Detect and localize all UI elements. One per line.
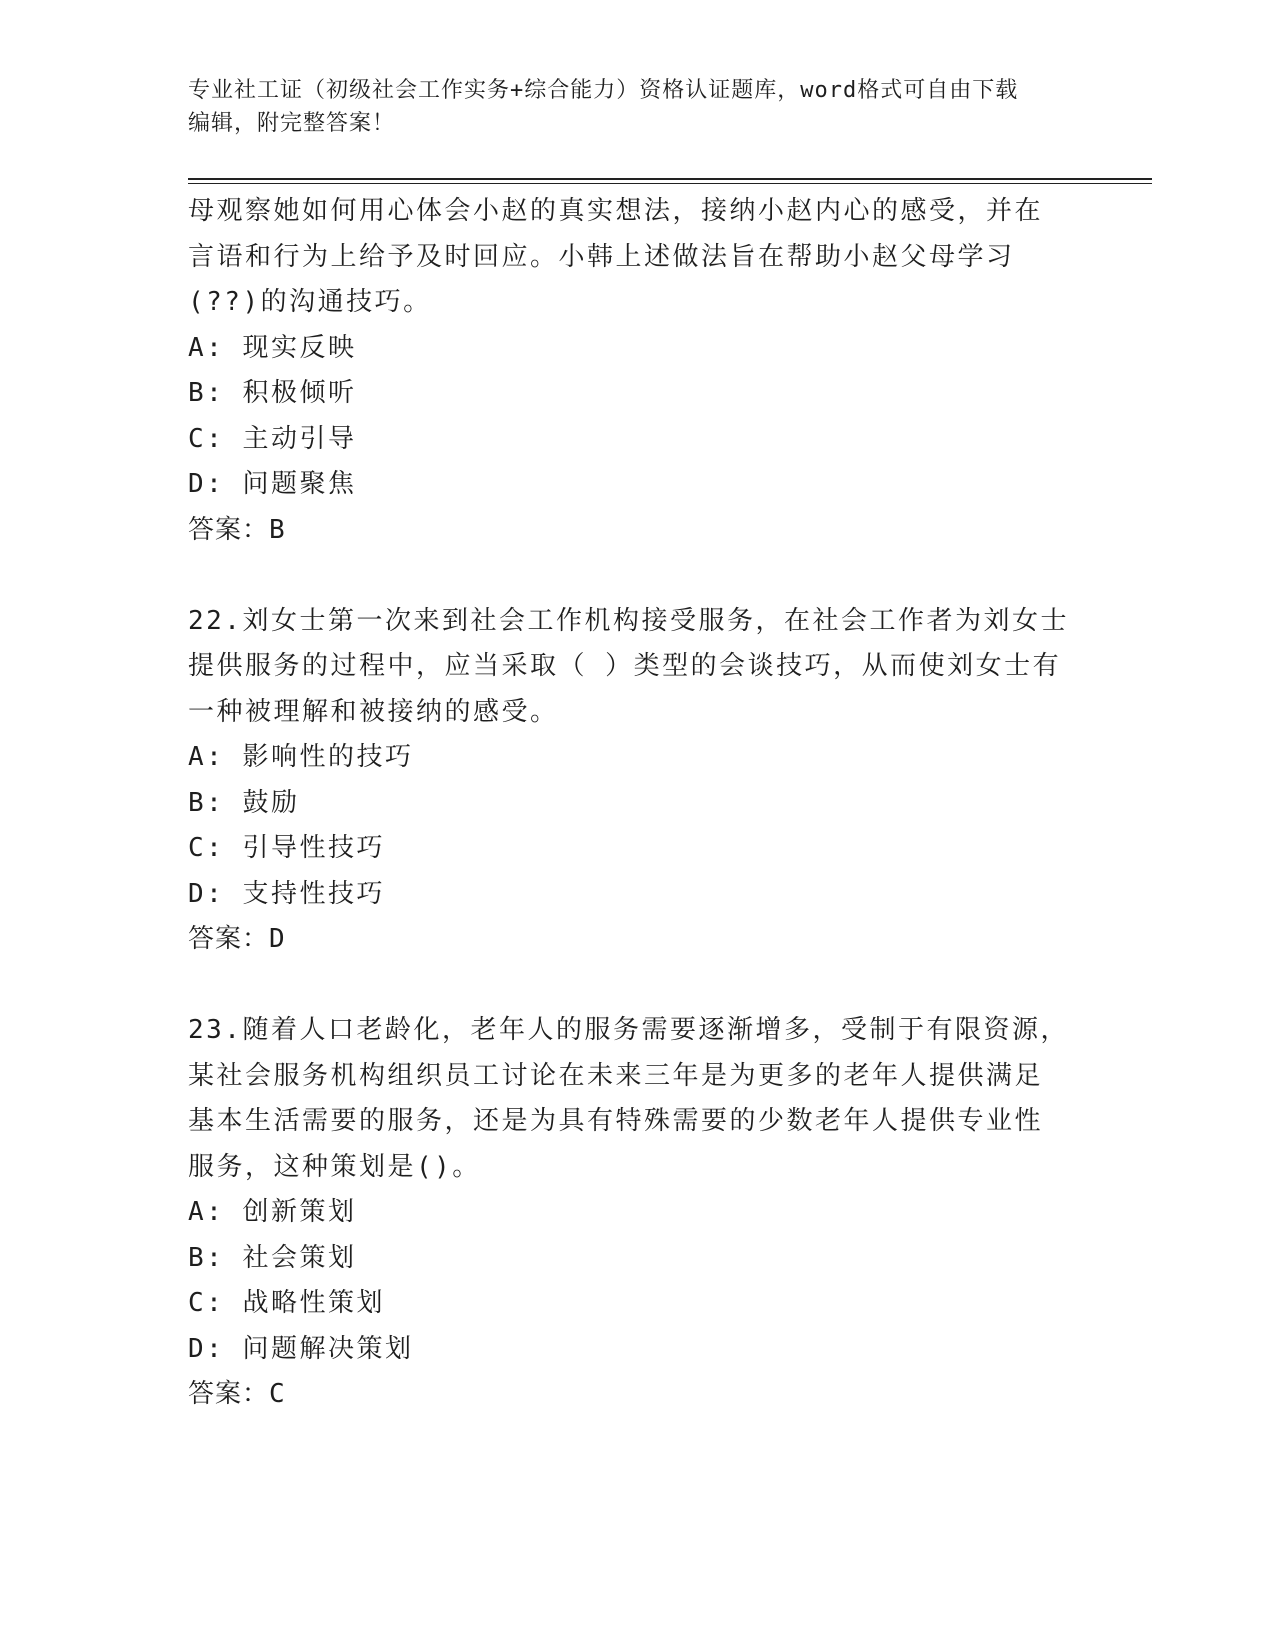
option-b: B: 积极倾听 (188, 378, 357, 408)
answer: 答案：C (188, 1379, 286, 1409)
question-22 (188, 599, 1088, 963)
header-line-2: 编辑，附完整答案！ (188, 111, 396, 136)
option-c: C: 引导性技巧 (188, 833, 385, 863)
question-text-line: 一种被理解和被接纳的感受。 (188, 696, 559, 727)
option-c: C: 主动引导 (188, 423, 357, 454)
option-d: D: 问题解决策划 (188, 1333, 414, 1364)
question-text-line: 23.随着人口老龄化，老年人的服务需要逐渐增多，受制于有限资源， (188, 1015, 1069, 1045)
question-21 (188, 189, 1088, 553)
question-text-line: 母观察她如何用心体会小赵的真实想法，接纳小赵内心的感受，并在 (188, 196, 1044, 226)
question-list (188, 189, 1088, 1418)
option-a: A: 创新策划 (188, 1197, 357, 1227)
option-b: B: 社会策划 (188, 1242, 357, 1273)
header-rule-thin (188, 183, 1152, 184)
question-text-line: 22.刘女士第一次来到社会工作机构接受服务，在社会工作者为刘女士 (188, 605, 1069, 636)
option-c: C: 战略性策划 (188, 1288, 385, 1318)
question-text-line: 言语和行为上给予及时回应。小韩上述做法旨在帮助小赵父母学习 (188, 241, 1015, 272)
question-text-line: 提供服务的过程中，应当采取（ ）类型的会谈技巧，从而使刘女士有 (188, 651, 1062, 681)
option-a: A: 影响性的技巧 (188, 742, 414, 772)
option-d: D: 问题聚焦 (188, 469, 357, 499)
question-23 (188, 1008, 1088, 1418)
question-text-line: 某社会服务机构组织员工讨论在未来三年是为更多的老年人提供满足 (188, 1060, 1044, 1091)
question-text-line: 服务，这种策划是()。 (188, 1151, 481, 1182)
header-rule-thick (188, 178, 1152, 180)
spacer (188, 553, 1088, 599)
header-line-1: 专业社工证（初级社会工作实务+综合能力）资格认证题库，word格式可自由下载 (188, 78, 1019, 103)
spacer (188, 963, 1088, 1009)
question-text-line: 基本生活需要的服务，还是为具有特殊需要的少数老年人提供专业性 (188, 1106, 1044, 1136)
option-a: A: 现实反映 (188, 332, 357, 363)
document-header (188, 74, 1088, 140)
answer: 答案：B (188, 514, 286, 545)
option-d: D: 支持性技巧 (188, 878, 385, 909)
option-b: B: 鼓励 (188, 787, 300, 818)
answer: 答案：D (188, 924, 286, 954)
question-text-line: (??)的沟通技巧。 (188, 287, 432, 317)
